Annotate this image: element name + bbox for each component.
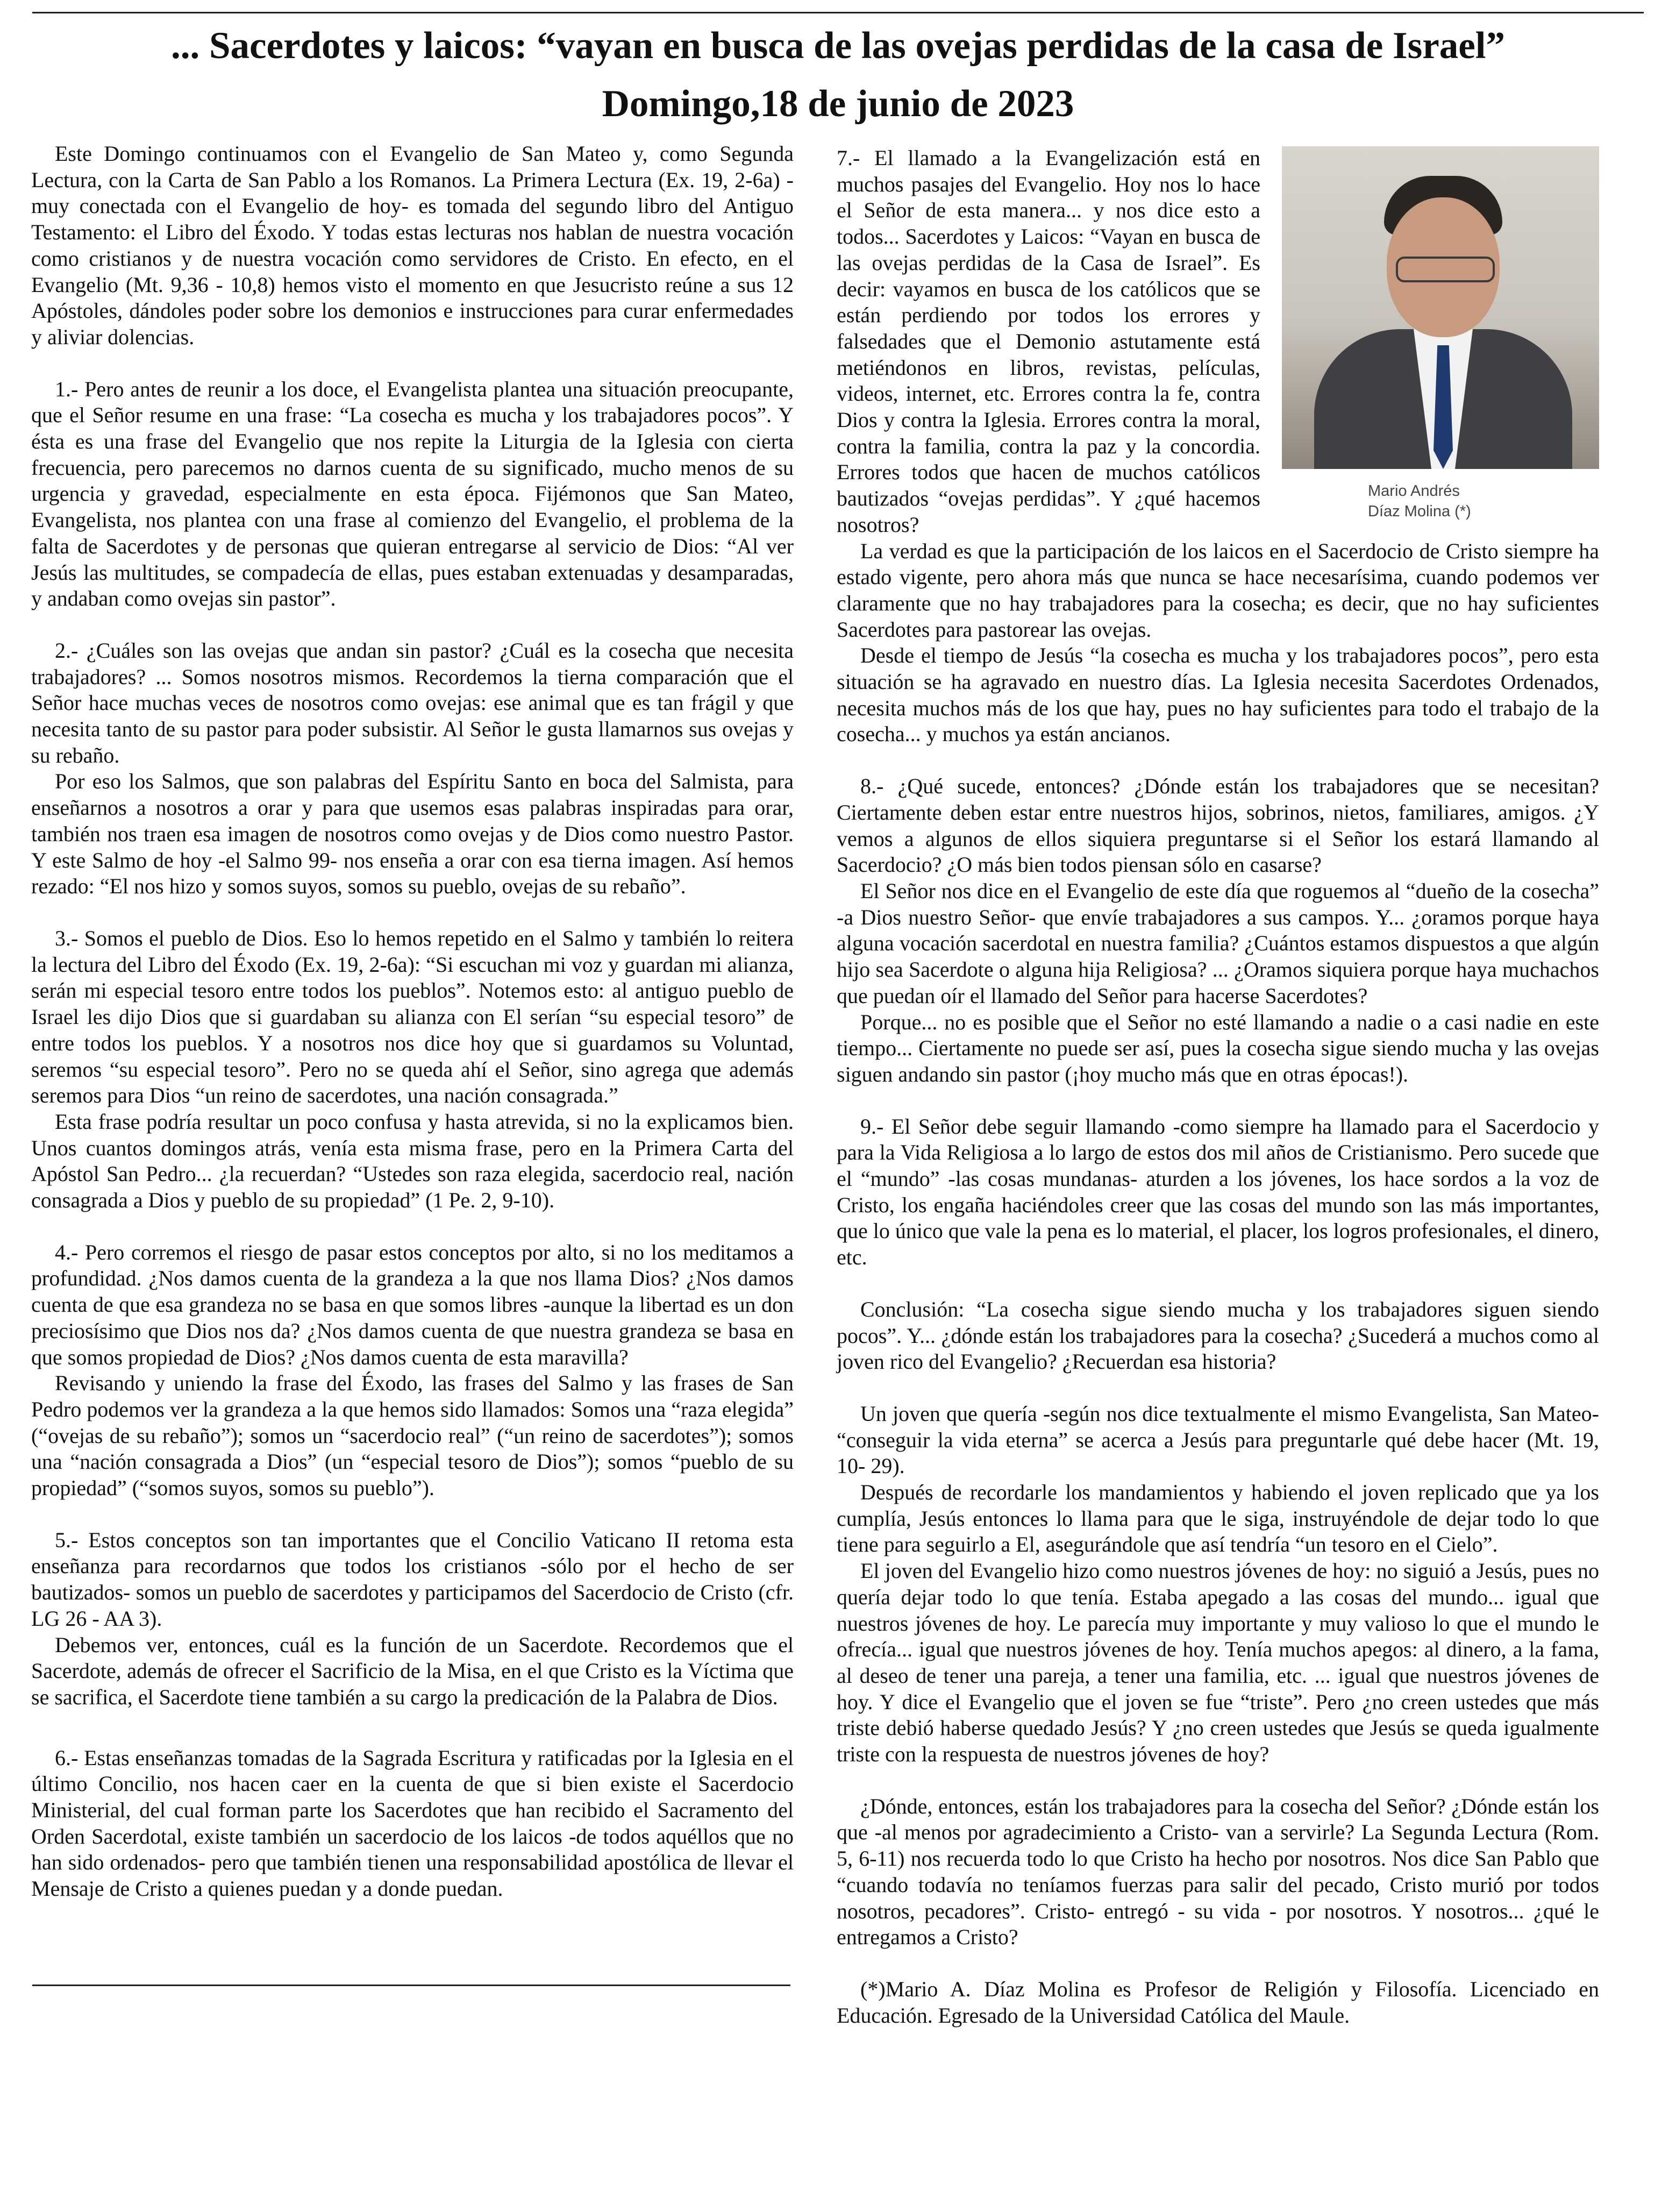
paragraph-1: 1.- Pero antes de reunir a los doce, el Evangelista plantea una situación preocupante, que el Señor resume en una frase: “La cosecha es mucha y los trabajadores pocos”. Y ésta es una frase del Evangelio que nos repite la Liturgia de la Iglesia con cierta frecuencia, pero parecemos no darnos cuenta de su significado, mucho menos de su urgencia y gravedad, especialmente en esta época. Fijémonos que San Mateo, Evangelista, nos plantea con una frase al comienzo del Evangelio, el problema de la falta de Sacerdotes y de personas que quieran entregarse al servicio de Dios: “Al ver Jesús las multitudes, se compadecía de ellas, pues estaban extenuadas y desamparadas, y andaban como ovejas sin pastor”. bbox=[31, 376, 794, 611]
paragraph-8: 8.- ¿Qué sucede, entonces? ¿Dónde están los trabajadores que se necesitan? Ciertamente deben estar entre nuestros hijos, sobrinos, nietos, familiares, amigos. ¿Y vemos a algunos de ellos siquiera preguntarse si el Señor los estará llamando al Sacerdocio? ¿O más bien todos piensan sólo en casarse? bbox=[837, 774, 1599, 877]
paragraph-7: 7.- El llamado a la Evangelización está en muchos pasajes del Evangelio. Hoy nos lo hace el Señor de esta manera... y nos dice esto a todos... Sacerdotes y Laicos: “Vayan en busca de las ovejas perdidas de la Casa de Israel”. Es decir: vayamos en busca de los católicos que se están perdiendo por todos los errores y falsedades que el Demonio astutamente está metiéndonos en libros, revistas, películas, videos, internet, etc. Errores contra la fe, contra Dios y contra la Iglesia. Errores contra la moral, contra la familia, contra la paz y la concordia. Errores todos que hacen de muchos católicos bautizados “ovejas perdidas”. Y ¿qué hacemos nosotros? bbox=[837, 146, 1260, 537]
author-photo-block bbox=[1282, 146, 1599, 520]
section-divider bbox=[32, 1985, 790, 1986]
paragraph-joven-rico-b: Después de recordarle los mandamientos y habiendo el joven replicado que ya los cumplía, Jesús entonces lo llama para que le siga, instruyéndole de dejar todo lo que tiene para seguirlo a El, asegurándole que así tendría “un tesoro en el Cielo”. bbox=[837, 1480, 1599, 1557]
paragraph-8b: El Señor nos dice en el Evangelio de este día que roguemos al “dueño de la cosecha” -a Dios nuestro Señor- que envíe trabajadores a sus campos. Y... ¿oramos porque haya alguna vocación sacerdotal en nuestra familia? ¿Cuántos estamos dispuestos a que algún hijo sea Sacerdote o alguna hija Religiosa? ... ¿Oramos siquiera porque haya muchachos que puedan oír el llamado del Señor para hacerse Sacerdotes? bbox=[837, 878, 1599, 1008]
top-divider bbox=[32, 12, 1644, 13]
paragraph-4b: Revisando y uniendo la frase del Éxodo, las frases del Salmo y las frases de San Pedro podemos ver la grandeza a la que hemos sido llamados: Somos una “raza elegida” (“ovejas de su rebaño”); somos un “sacerdocio real” (“un reino de sacerdotes”); somos una “nación consagrada a Dios” (un “especial tesoro de Dios”); somos “pueblo de su propiedad” (“somos suyos, somos su pueblo”). bbox=[31, 1371, 794, 1500]
paragraph-5: 5.- Estos conceptos son tan importantes que el Concilio Vaticano II retoma esta enseñanza para recordarnos que todos los cristianos -sólo por el hecho de ser bautizados- somos un pueblo de sacerdotes y participamos del Sacerdocio de Cristo (cfr. LG 26 - AA 3). bbox=[31, 1527, 794, 1631]
paragraph-4: 4.- Pero corremos el riesgo de pasar estos conceptos por alto, si no los meditamos a profundidad. ¿Nos damos cuenta de la grandeza a la que nos llama Dios? ¿Nos damos cuenta de que esa grandeza no se basa en que somos libres -aunque la libertad es un don preciosísimo que Dios nos da? ¿Nos damos cuenta de que nuestra grandeza se basa en que somos propiedad de Dios? ¿Nos damos cuenta de esta maravilla? bbox=[31, 1240, 794, 1369]
paragraph-closing: ¿Dónde, entonces, están los trabajadores para la cosecha del Señor? ¿Dónde están los que -al menos por agradecimiento a Cristo- van a servirle? La Segunda Lectura (Rom. 5, 6-11) nos recuerda todo lo que Cristo ha hecho por nosotros. Nos dice San Pablo que “cuando todavía no teníamos fuerzas para salir del pecado, Cristo murió por todos nosotros, pecadores”. Cristo- entregó - su vida - por nosotros. Y nosotros... ¿qué le entregamos a Cristo? bbox=[837, 1794, 1599, 1950]
paragraph-2b: Por eso los Salmos, que son palabras del Espíritu Santo en boca del Salmista, para enseñarnos a nosotros a orar y para que usemos esas palabras inspiradas para orar, también nos traen esa imagen de nosotros como ovejas y de Dios como nuestro Pastor. Y este Salmo de hoy -el Salmo 99- nos enseña a orar con esa tierna imagen. Así hemos rezado: “El nos hizo y somos suyos, somos su pueblo, ovejas de su rebaño”. bbox=[31, 769, 794, 899]
paragraph-conclusion: Conclusión: “La cosecha sigue siendo mucha y los trabajadores siguen siendo pocos”. Y... ¿dónde están los trabajadores para la cosecha? ¿Sucederá a muchos como al joven rico del Evangelio? ¿Recuerdan esa historia? bbox=[837, 1297, 1599, 1374]
right-column bbox=[837, 145, 1599, 2029]
paragraph-9: 9.- El Señor debe seguir llamando -como siempre ha llamado para el Sacerdocio y para la Vida Religiosa a lo largo de estos dos mil años de Cristianismo. Pero sucede que el “mundo” -las cosas mundanas- aturden a los jóvenes, los hace sordos a la voz de Cristo, los engaña haciéndoles creer que las cosas del mundo son las más importantes, que lo único que vale la pena es lo material, el placer, los logros profesionales, el dinero, etc. bbox=[837, 1114, 1599, 1270]
paragraph-2: 2.- ¿Cuáles son las ovejas que andan sin pastor? ¿Cuál es la cosecha que necesita trabajadores? ... Somos nosotros mismos. Recordemos la tierna comparación que el Señor hace muchas veces de nosotros como ovejas: ese animal que es tan frágil y que necesita tanto de su pastor para poder subsistir. Al Señor le gusta llamarnos sus ovejas y su rebaño. bbox=[31, 638, 794, 767]
caption-surname: Díaz Molina (*) bbox=[1368, 503, 1471, 520]
caption-name: Mario Andrés bbox=[1368, 482, 1460, 500]
paragraph-6: 6.- Estas enseñanzas tomadas de la Sagrada Escritura y ratificadas por la Iglesia en el último Concilio, nos hacen caer en la cuenta de que si bien existe el Sacerdocio Ministerial, del cual forman parte los Sacerdotes que han recibido el Sacramento del Orden Sacerdotal, existe también un sacerdocio de los laicos -de todos aquéllos que no han sido ordenados- pero que también tienen una responsabilidad apostólica de llevar el Mensaje de Cristo a quienes puedan y a donde puedan. bbox=[31, 1745, 794, 1901]
paragraph-intro: Este Domingo continuamos con el Evangelio de San Mateo y, como Segunda Lectura, con la Carta de San Pablo a los Romanos. La Primera Lectura (Ex. 19, 2-6a) -muy conectada con el Evangelio de hoy- es tomada del segundo libro del Antiguo Testamento: el Libro del Éxodo. Y todas estas lecturas nos hablan de nuestra vocación como cristianos y de nuestra vocación como servidores de Cristo. En efecto, en el Evangelio (Mt. 9,36 - 10,8) hemos visto el momento en que Jesucristo reúne a sus 12 Apóstoles, dándoles poder sobre los demonios e instrucciones para curar enfermedades y aliviar dolencias. bbox=[31, 141, 794, 349]
paragraph-8c: Porque... no es posible que el Señor no esté llamando a nadie o a casi nadie en este tiempo... Ciertamente no puede ser así, pues la cosecha sigue siendo mucha y las ovejas siguen andando sin pastor (¡hoy mucho más que en otras épocas!). bbox=[837, 1009, 1599, 1086]
author-footnote: (*)Mario A. Díaz Molina es Profesor de Religión y Filosofía. Licenciado en Educación. Egresado de la Universidad Católica del Maule. bbox=[837, 1977, 1599, 2028]
paragraph-3: 3.- Somos el pueblo de Dios. Eso lo hemos repetido en el Salmo y también lo reitera la lectura del Libro del Éxodo (Ex. 19, 2-6a): “Si escuchan mi voz y guardan mi alianza, serán mi especial tesoro entre todos los pueblos”. Notemos esto: al antiguo pueblo de Israel les dijo Dios que si guardaban su alianza con El serían “su especial tesoro” de entre todos los pueblos. Y a nosotros nos dice hoy que si guardamos su Voluntad, seremos “su especial tesoro”. Pero no se queda ahí el Señor, sino agrega que además seremos para Dios “un reino de sacerdotes, una nación consagrada.” bbox=[31, 926, 794, 1108]
paragraph-5b: Debemos ver, entonces, cuál es la función de un Sacerdote. Recordemos que el Sacerdote, además de ofrecer el Sacrificio de la Misa, en el que Cristo es la Víctima que se sacrifica, el Sacerdote tiene también a su cargo la predicación de la Palabra de Dios. bbox=[31, 1632, 794, 1709]
photo-caption bbox=[1282, 481, 1599, 522]
left-column bbox=[31, 141, 794, 1902]
paragraph-7c: Desde el tiempo de Jesús “la cosecha es mucha y los trabajadores pocos”, pero esta situación se ha agravado en nuestro días. La Iglesia necesita Sacerdotes Ordenados, necesita muchos más de los que hay, pues no hay suficientes para todo el trabajo de la cosecha... y muchos ya están ancianos. bbox=[837, 643, 1599, 746]
paragraph-3b: Esta frase podría resultar un poco confusa y hasta atrevida, si no la explicamos bien. Unos cuantos domingos atrás, venía esta misma frase, pero en la Primera Carta del Apóstol San Pedro... ¿la recuerdan? “Ustedes son raza elegida, sacerdocio real, nación consagrada a Dios y pueblo de su propiedad” (1 Pe. 2, 9-10). bbox=[31, 1109, 794, 1213]
dateline: Domingo,18 de junio de 2023 bbox=[602, 83, 1074, 125]
author-photo bbox=[1282, 146, 1599, 469]
paragraph-joven-rico-c: El joven del Evangelio hizo como nuestros jóvenes de hoy: no siguió a Jesús, pues no quería dejar todo lo que tenía. Estaba apegado a las cosas del mundo... igual que nuestros jóvenes de hoy. Le parecía muy importante y muy valioso lo que el mundo le ofrecía... igual que nuestros jóvenes de hoy. Tenía muchos apegos: al dinero, a la fama, al deseo de tener una pareja, a tener una familia, etc. ... igual que nuestros jóvenes de hoy. Y dice el Evangelio que el joven se fue “triste”. Pero ¿no creen ustedes que más triste debió haberse quedado Jesús? Y ¿no creen ustedes que Jesús se queda igualmente triste con la respuesta de nuestros jóvenes de hoy? bbox=[837, 1559, 1599, 1767]
paragraph-joven-rico: Un joven que quería -según nos dice textualmente el mismo Evangelista, San Mateo- “conseguir la vida eterna” se acerca a Jesús para preguntarle qué debe hacer (Mt. 19, 10- 29). bbox=[837, 1401, 1599, 1478]
paragraph-7b: La verdad es que la participación de los laicos en el Sacerdocio de Cristo siempre ha estado vigente, pero ahora más que nunca se hace necesarísima, cuando podemos ver claramente que no hay trabajadores para la cosecha; es decir, que no hay suficientes Sacerdotes para pastorear las ovejas. bbox=[837, 538, 1599, 642]
headline: ... Sacerdotes y laicos: “vayan en busca de las ovejas perdidas de la casa de Israel” bbox=[170, 25, 1505, 67]
